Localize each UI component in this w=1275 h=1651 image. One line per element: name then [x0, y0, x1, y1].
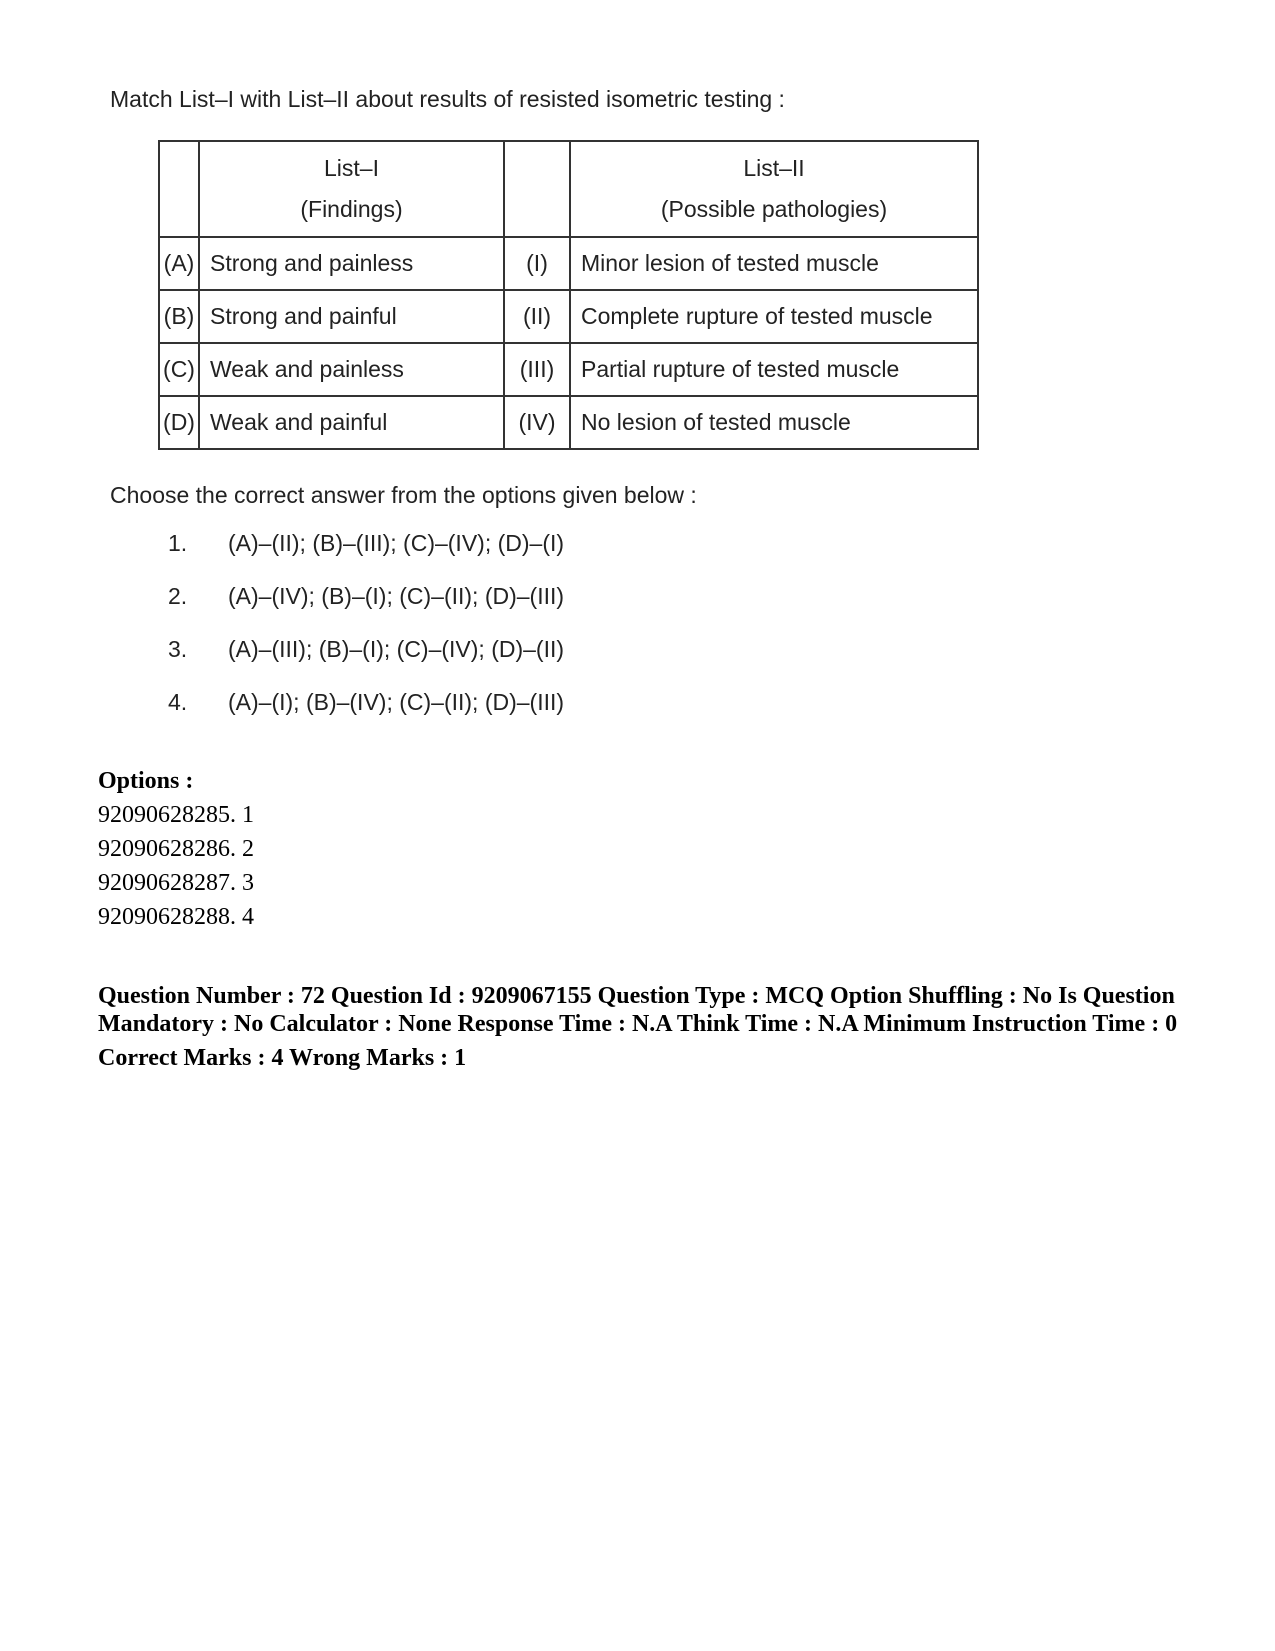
list1-item: Weak and painful [199, 396, 504, 449]
choice-number: 1. [168, 530, 188, 556]
choice-text: (A)–(II); (B)–(III); (C)–(IV); (D)–(I) [228, 530, 565, 556]
marks-info: Correct Marks : 4 Wrong Marks : 1 [98, 1045, 467, 1071]
option-item: 92090628286. 2 [98, 836, 254, 862]
list2-key: (III) [504, 343, 570, 396]
choice-text: (A)–(III); (B)–(I); (C)–(IV); (D)–(II) [228, 636, 565, 662]
list2-header [570, 141, 978, 237]
table-row [159, 396, 978, 449]
option-item: 92090628288. 4 [98, 904, 254, 930]
list1-header [199, 141, 504, 237]
header-empty-cell [504, 141, 570, 237]
question-meta [98, 982, 1178, 1072]
answer-choices [168, 530, 564, 742]
list2-key: (II) [504, 290, 570, 343]
options-title: Options : [98, 768, 194, 794]
list1-key: (D) [159, 396, 199, 449]
list-item [168, 689, 564, 742]
list2-item: No lesion of tested muscle [570, 396, 978, 449]
list2-key: (I) [504, 237, 570, 290]
table-row [159, 237, 978, 290]
question-image [0, 0, 1275, 740]
choice-number: 2. [168, 583, 188, 609]
list1-item: Weak and painless [199, 343, 504, 396]
list1-key: (C) [159, 343, 199, 396]
choose-instruction: Choose the correct answer from the options given below : [110, 482, 697, 508]
choice-text: (A)–(IV); (B)–(I); (C)–(II); (D)–(III) [228, 583, 565, 609]
list1-subtitle: (Findings) [300, 196, 403, 222]
options-list [98, 768, 254, 938]
list-item [168, 636, 564, 689]
choice-number: 3. [168, 636, 188, 662]
list1-item: Strong and painful [199, 290, 504, 343]
list2-item: Partial rupture of tested muscle [570, 343, 978, 396]
list2-key: (IV) [504, 396, 570, 449]
option-item: 92090628285. 1 [98, 802, 254, 828]
choice-number: 4. [168, 689, 188, 715]
list-item [168, 583, 564, 636]
table-row [159, 343, 978, 396]
list2-item: Minor lesion of tested muscle [570, 237, 978, 290]
list2-subtitle: (Possible pathologies) [660, 196, 888, 222]
list2-item: Complete rupture of tested muscle [570, 290, 978, 343]
list1-item: Strong and painless [199, 237, 504, 290]
choice-text: (A)–(I); (B)–(IV); (C)–(II); (D)–(III) [228, 689, 565, 715]
table-row [159, 290, 978, 343]
option-item: 92090628287. 3 [98, 870, 254, 896]
list1-key: (A) [159, 237, 199, 290]
list-item [168, 530, 564, 583]
list1-key: (B) [159, 290, 199, 343]
question-details: Question Number : 72 Question Id : 9209067155 Question Type : MCQ Option Shuffling : No Is Question Mandatory : No Calculator : None Response Time : N.A Think Time : N.A Minimum Instruction Time : 0 [98, 983, 1178, 1037]
match-table [158, 140, 979, 450]
list2-title: List–II [743, 155, 805, 181]
question-intro: Match List–I with List–II about results of resisted isometric testing : [110, 86, 785, 112]
header-empty-cell [159, 141, 199, 237]
table-header-row [159, 141, 978, 237]
list1-title: List–I [324, 155, 379, 181]
